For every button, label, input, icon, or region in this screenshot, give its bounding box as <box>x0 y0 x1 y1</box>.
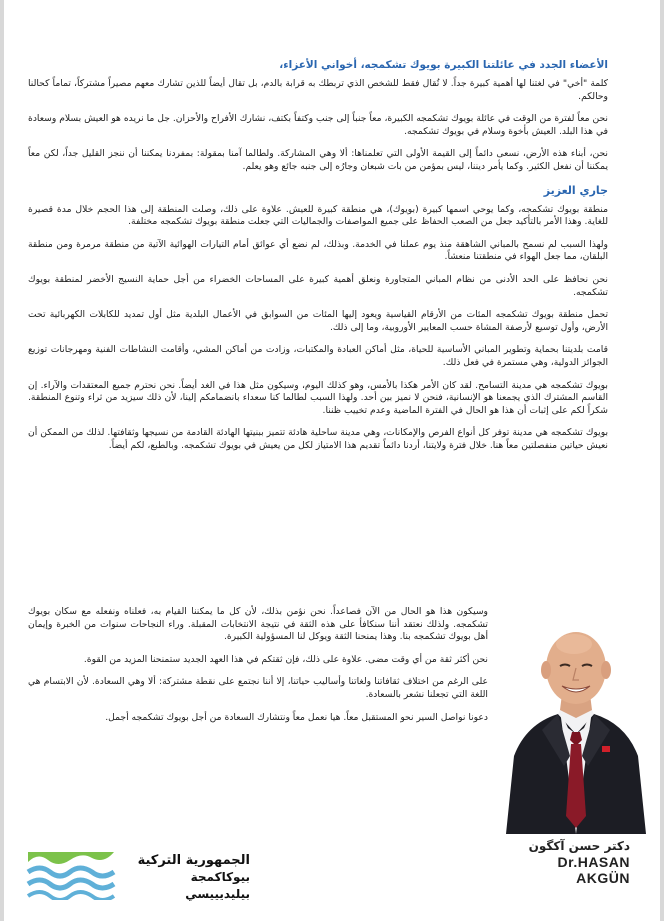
logo-line-municipality: بيوكاكمجة بيليديييسي <box>185 870 250 901</box>
wave-logo-icon <box>26 848 116 900</box>
paragraph: على الرغم من اختلاف ثقافاتنا ولغاتنا وأساليب حياتنا، إلا أننا نجتمع على نقطة مشتركة: ألا وهي السعادة. لأن الابتسام هي اللغة التي تجعلنا نشعر بالسعادة. <box>28 676 488 700</box>
signature-block <box>470 838 630 886</box>
signature-arabic-name: دكتر حسن آكگون <box>528 839 630 853</box>
municipality-logo <box>26 848 116 900</box>
logo-line-republic: الجمهورية التركية <box>137 853 250 868</box>
paragraph: بويوك تشكمجه هي مدينة توفر كل أنواع الفرص والإمكانات، وهي مدينة ساحلية هادئة تتميز ببنيتها الهادئة القادمة من نسيجها وثقافتها. لذلك من الممكن أن نعيش حياتين منفصلتين معاً هنا. خلال فترة ولايتنا، أردنا دائماً تقديم هذا الامتياز لكل من يعيش في بويوك تشكمجه. وبالطبع، لكم أيضاً. <box>28 427 608 451</box>
paragraph: بويوك تشكمجه هي مدينة التسامح. لقد كان الأمر هكذا بالأمس، وهو كذلك اليوم، وسيكون مثل هذا في الغد أيضاً. نحن نحترم جميع المعتقدات والآراء. إن القاسم المشترك الذي يجمعنا هو الإنسانية، فنحن لا نميز بين أحد. ولهذا السبب لطالما كنا سعداء بانضمامكم إلينا، لأن ذلك سيزيد من ثراء وتنوع المنطقة. شكراً لكم على إثبات أن هذا هو الحال في الفترة الماضية وعدم تخييب ظننا. <box>28 379 608 416</box>
paragraph: كلمة "أخي" في لغتنا لها أهمية كبيرة جداً. لا تُقال فقط للشخص الذي تربطك به قرابة بالدم، بل تقال أيضاً للذين تشارك معهم مصيراً مشتركاً، تماماً كحالنا وحالكم. <box>28 78 608 102</box>
paragraph: ولهذا السبب لم نسمح بالمباني الشاهقة منذ يوم عملنا في الخدمة. وبذلك، لم نضع أي عوائق أمام التيارات الهوائية الآتية من منطقة مرمرة ومن منطقة البلقان، مما جعل الهواء في منطقتنا منعشاً. <box>28 238 608 263</box>
paragraph: دعونا نواصل السير نحو المستقبل معاً. هيا نعمل معاً ونتشارك السعادة من أجل بويوك تشكمجه أجمل. <box>105 711 488 723</box>
paragraph: وسيكون هذا هو الحال من الآن فصاعداً. نحن نؤمن بذلك، لأن كل ما يمكننا القيام به، فعلناه ونفعله مع سكان بويوك تشكمجه. ولذلك نعتقد أننا سنكافأ على هذه الثقة في نتيجة الانتخابات المقبلة. وراء النجاحات سنوات من الخبرة وإيمان أهل بويوك تشكمجه بنا. وهذا يمنحنا الثقة ويوكل لنا المسؤولية الكبيرة. <box>28 606 488 643</box>
page-edge-left <box>0 0 4 921</box>
neighbor-heading: جاري العزيز <box>543 183 608 197</box>
paragraph: منطقة بويوك تشكمجه، وكما يوحي اسمها كبيرة (بويوك)، هي منطقة كبيرة للعيش. علاوة على ذلك، وصلت المنطقة إلى هذا الحجم خلال مدة قصيرة للغاية. وهذا الأمر بالتأكيد جعل من الصعب الحفاظ على جميع المواصفات والجماليات التي جعلت منطقة بويوك تشكمجه مختلفة. <box>28 203 608 228</box>
paragraph: قامت بلديتنا بحماية وتطوير المباني الأساسية للحياة، مثل أماكن العبادة والمكتبات، وزادت من أماكن المشي، وأقامت النشاطات الفنية ومهرجانات توزيع الجوائز الدولية، وهي مستمرة في فعل ذلك. <box>28 344 608 368</box>
mayor-portrait <box>496 606 656 834</box>
signature-latin-line1: Dr.HASAN <box>557 854 630 870</box>
portrait-illustration <box>496 606 656 834</box>
page-edge-right <box>660 0 664 921</box>
paragraph: نحن أكثر ثقة من أي وقت مضى. علاوة على ذلك، فإن ثقتكم في هذا العهد الجديد ستمنحنا المزيد من القوة. <box>83 653 488 665</box>
municipality-name <box>122 852 250 903</box>
greeting-heading: الأعضاء الجدد في عائلتنا الكبيرة بويوك تشكمجه، أخواني الأعزاء، <box>279 59 608 71</box>
paragraph: نحن معاً لفترة من الوقت في عائلة بويوك تشكمجه الكبيرة، معاً جنباً إلى جنب وكتفاً بكتف، نشارك الأفراح والأحزان. جل ما نريده هو العيش بسلام وسعادة في هذا البلد. العيش بأخوة وسلام في بويوك تشكمجه. <box>28 113 608 137</box>
paragraph: نحن، أبناء هذه الأرض، نسعى دائماً إلى القيمة الأولى التي تعلمناها: ألا وهي المشاركة. ولطالما آمنا بمقولة: بمفردنا يمكننا أن ننجز القليل جداً، لكن معاً يمكننا أن نفعل الكثير. وكما يأمر ديننا، ليس بمؤمن من بات شبعان وجارُه إلى جنبه جائع وهو يعلم. <box>28 148 608 172</box>
paragraph: تحمل منطقة بويوك تشكمجه المئات من الأرقام القياسية ويعود إليها المئات من السوابق في الأعمال البلدية مثل أول تمديد للكابلات الكهربائية تحت الأرض، وأول توسيع لأرصفة المشاة حسب المعايير الأوروبية، وما إلى ذلك. <box>28 309 608 333</box>
signature-latin-line2: AKGÜN <box>576 870 630 886</box>
letter-body-upper <box>28 58 608 462</box>
paragraph: نحن نحافظ على الحد الأدنى من نظام المباني المتجاورة ونعلق أهمية كبيرة على المساحات الخضراء من أجل حماية النسيج الأخضر لمنطقة بويوك تشكمجه. <box>28 273 608 298</box>
letter-body-lower <box>28 606 488 734</box>
